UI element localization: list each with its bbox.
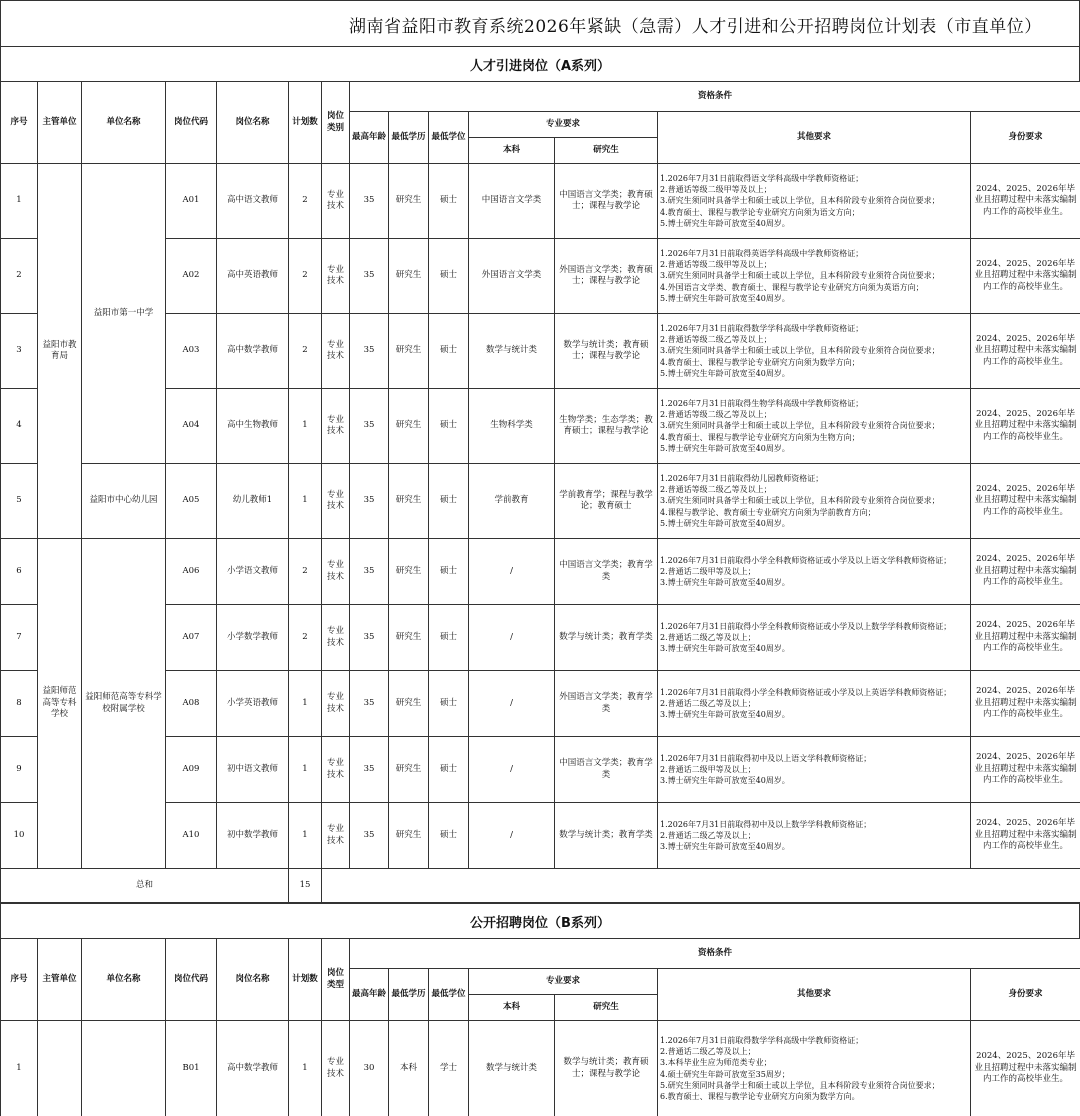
min-degree-cell: 学士 — [429, 1021, 469, 1116]
plan-cell: 2 — [289, 314, 322, 389]
header-unit: 单位名称 — [82, 939, 166, 1021]
max-age-cell: 35 — [350, 389, 389, 464]
requirement-line: 2.普通话二级乙等及以上； — [660, 1047, 756, 1057]
min-education-cell: 本科 — [389, 1021, 429, 1116]
total-empty-cell — [322, 869, 1080, 903]
header-grad: 研究生 — [555, 138, 658, 164]
unit-cell: 益阳市中心幼儿园 — [82, 464, 166, 539]
header-degree: 最低学位 — [429, 969, 469, 1021]
post-type-cell: 专业技术 — [322, 389, 350, 464]
seq-cell: 4 — [1, 389, 38, 464]
other-requirements-cell — [658, 464, 971, 539]
other-requirements-cell — [658, 803, 971, 869]
min-education-cell: 研究生 — [389, 464, 429, 539]
min-degree-cell: 硕士 — [429, 605, 469, 671]
identity-requirement-cell: 2024、2025、2026年毕业且招聘过程中未落实编制内工作的高校毕业生。 — [971, 737, 1080, 803]
post-type-cell: 专业技术 — [322, 164, 350, 239]
total-label: 总和 — [1, 869, 289, 903]
header-type: 岗位类型 — [322, 939, 350, 1021]
section-a-title: 人才引进岗位（A系列） — [0, 46, 1080, 81]
max-age-cell: 35 — [350, 164, 389, 239]
other-requirements-cell — [658, 539, 971, 605]
max-age-cell: 35 — [350, 314, 389, 389]
grad-major-cell: 中国语言文学类；教育学类 — [555, 737, 658, 803]
requirement-line: 4.教育硕士、课程与教学论专业研究方向须为语文方向； — [660, 207, 860, 217]
requirement-line: 3.博士研究生年龄可放宽至40周岁。 — [660, 842, 790, 852]
seq-cell: 1 — [1, 1021, 38, 1116]
requirement-line: 5.研究生须同时具备学士和硕士或以上学位，且本科阶段专业须符合岗位要求； — [660, 1080, 940, 1090]
identity-requirement-cell: 2024、2025、2026年毕业且招聘过程中未落实编制内工作的高校毕业生。 — [971, 389, 1080, 464]
requirement-line: 4.外国语言文学类、教育硕士、课程与教学论专业研究方向须为英语方向； — [660, 282, 924, 292]
seq-cell: 9 — [1, 737, 38, 803]
dept-cell: 益阳市教育局 — [38, 164, 82, 539]
post-code-cell: A04 — [166, 389, 217, 464]
grad-major-cell: 数学与统计类；教育学类 — [555, 803, 658, 869]
undergrad-major-cell: / — [469, 671, 555, 737]
grad-major-cell: 学前教育学；课程与教学论；教育硕士 — [555, 464, 658, 539]
undergrad-major-cell: / — [469, 737, 555, 803]
header-identity: 身份要求 — [971, 969, 1080, 1021]
header-code: 岗位代码 — [166, 939, 217, 1021]
identity-requirement-cell: 2024、2025、2026年毕业且招聘过程中未落实编制内工作的高校毕业生。 — [971, 464, 1080, 539]
other-requirements-cell — [658, 605, 971, 671]
max-age-cell: 35 — [350, 464, 389, 539]
section-b-body — [1, 939, 1080, 1116]
requirement-line: 4.课程与教学论、教育硕士专业研究方向须为学前教育方向； — [660, 507, 876, 517]
requirement-line: 2.普通话等级二级乙等及以上； — [660, 335, 772, 345]
undergrad-major-cell: 生物科学类 — [469, 389, 555, 464]
seq-cell: 8 — [1, 671, 38, 737]
post-code-cell: A05 — [166, 464, 217, 539]
max-age-cell: 35 — [350, 671, 389, 737]
identity-requirement-cell: 2024、2025、2026年毕业且招聘过程中未落实编制内工作的高校毕业生。 — [971, 803, 1080, 869]
max-age-cell: 35 — [350, 803, 389, 869]
requirement-line: 1.2026年7月31日前取得初中及以上语文学科教师资格证； — [660, 753, 872, 763]
header-seq: 序号 — [1, 82, 38, 164]
requirement-line: 5.博士研究生年龄可放宽至40周岁。 — [660, 518, 790, 528]
requirement-line: 2.普通话二级乙等及以上； — [660, 698, 756, 708]
header-row — [1, 939, 1080, 969]
post-name-cell: 高中语文教师 — [217, 164, 289, 239]
identity-requirement-cell: 2024、2025、2026年毕业且招聘过程中未落实编制内工作的高校毕业生。 — [971, 1021, 1080, 1116]
min-degree-cell: 硕士 — [429, 539, 469, 605]
requirement-line: 1.2026年7月31日前取得小学全科教师资格证或小学及以上数学学科教师资格证； — [660, 621, 952, 631]
seq-cell: 6 — [1, 539, 38, 605]
header-major: 专业要求 — [469, 969, 658, 995]
plan-cell: 1 — [289, 803, 322, 869]
unit-cell: 益阳市第一中学 — [82, 164, 166, 464]
other-requirements-cell — [658, 389, 971, 464]
post-type-cell: 专业技术 — [322, 539, 350, 605]
post-code-cell: A08 — [166, 671, 217, 737]
identity-requirement-cell: 2024、2025、2026年毕业且招聘过程中未落实编制内工作的高校毕业生。 — [971, 239, 1080, 314]
requirement-line: 3.研究生须同时具备学士和硕士或以上学位，且本科阶段专业须符合岗位要求； — [660, 196, 940, 206]
other-requirements-cell — [658, 1021, 971, 1116]
post-type-cell: 专业技术 — [322, 239, 350, 314]
post-code-cell: A03 — [166, 314, 217, 389]
section-b-table — [0, 938, 1080, 1116]
requirement-line: 1.2026年7月31日前取得语文学科高级中学教师资格证； — [660, 174, 864, 184]
requirement-line: 2.普通话等级二级乙等及以上； — [660, 485, 772, 495]
other-requirements-cell — [658, 737, 971, 803]
dept-cell — [38, 1021, 82, 1116]
header-dept: 主管单位 — [38, 939, 82, 1021]
grad-major-cell: 数学与统计类；教育硕士；课程与教学论 — [555, 1021, 658, 1116]
grad-major-cell: 数学与统计类；教育学类 — [555, 605, 658, 671]
grad-major-cell: 中国语言文学类；教育硕士；课程与教学论 — [555, 164, 658, 239]
requirement-line: 3.研究生须同时具备学士和硕士或以上学位，且本科阶段专业须符合岗位要求； — [660, 421, 940, 431]
requirement-line: 5.博士研究生年龄可放宽至40周岁。 — [660, 368, 790, 378]
header-undergrad: 本科 — [469, 138, 555, 164]
total-value: 15 — [289, 869, 322, 903]
undergrad-major-cell: 外国语言文学类 — [469, 239, 555, 314]
post-type-cell: 专业技术 — [322, 803, 350, 869]
requirement-line: 1.2026年7月31日前取得英语学科高级中学教师资格证； — [660, 249, 864, 259]
undergrad-major-cell: / — [469, 539, 555, 605]
post-name-cell: 小学英语教师 — [217, 671, 289, 737]
identity-requirement-cell: 2024、2025、2026年毕业且招聘过程中未落实编制内工作的高校毕业生。 — [971, 539, 1080, 605]
section-b-title: 公开招聘岗位（B系列） — [0, 903, 1080, 938]
requirement-line: 3.博士研究生年龄可放宽至40周岁。 — [660, 578, 790, 588]
plan-cell: 2 — [289, 164, 322, 239]
post-code-cell: A01 — [166, 164, 217, 239]
requirement-line: 3.博士研究生年龄可放宽至40周岁。 — [660, 710, 790, 720]
post-code-cell: A02 — [166, 239, 217, 314]
header-edu: 最低学历 — [389, 969, 429, 1021]
grad-major-cell: 中国语言文学类；教育学类 — [555, 539, 658, 605]
header-age: 最高年龄 — [350, 969, 389, 1021]
section-a-body — [1, 82, 1080, 903]
requirement-line: 2.普通话二级乙等及以上； — [660, 830, 756, 840]
requirement-line: 2.普通话二级甲等及以上； — [660, 566, 756, 576]
table-row — [1, 164, 1080, 239]
min-education-cell: 研究生 — [389, 164, 429, 239]
min-education-cell: 研究生 — [389, 803, 429, 869]
header-row — [1, 82, 1080, 112]
requirement-line: 3.博士研究生年龄可放宽至40周岁。 — [660, 776, 790, 786]
total-row — [1, 869, 1080, 903]
min-degree-cell: 硕士 — [429, 164, 469, 239]
requirement-line: 2.普通话等级二级甲等及以上； — [660, 185, 772, 195]
requirement-line: 4.教育硕士、课程与教学论专业研究方向须为数学方向； — [660, 357, 860, 367]
requirement-line: 2.普通话二级甲等及以上； — [660, 764, 756, 774]
min-education-cell: 研究生 — [389, 389, 429, 464]
post-code-cell: B01 — [166, 1021, 217, 1116]
section-a-table — [0, 81, 1080, 903]
header-code: 岗位代码 — [166, 82, 217, 164]
header-dept: 主管单位 — [38, 82, 82, 164]
max-age-cell: 35 — [350, 239, 389, 314]
requirement-line: 3.研究生须同时具备学士和硕士或以上学位，且本科阶段专业须符合岗位要求； — [660, 496, 940, 506]
plan-cell: 2 — [289, 605, 322, 671]
requirement-line: 5.博士研究生年龄可放宽至40周岁。 — [660, 443, 790, 453]
header-grad: 研究生 — [555, 995, 658, 1021]
plan-cell: 1 — [289, 464, 322, 539]
post-type-cell: 专业技术 — [322, 737, 350, 803]
plan-cell: 2 — [289, 539, 322, 605]
undergrad-major-cell: 数学与统计类 — [469, 314, 555, 389]
requirement-line: 5.博士研究生年龄可放宽至40周岁。 — [660, 218, 790, 228]
min-education-cell: 研究生 — [389, 539, 429, 605]
min-degree-cell: 硕士 — [429, 239, 469, 314]
header-qual: 资格条件 — [350, 82, 1080, 112]
min-degree-cell: 硕士 — [429, 464, 469, 539]
header-degree: 最低学位 — [429, 112, 469, 164]
identity-requirement-cell: 2024、2025、2026年毕业且招聘过程中未落实编制内工作的高校毕业生。 — [971, 314, 1080, 389]
dept-cell: 益阳师范高等专科学校 — [38, 539, 82, 869]
seq-cell: 3 — [1, 314, 38, 389]
post-name-cell: 初中语文教师 — [217, 737, 289, 803]
requirement-line: 5.博士研究生年龄可放宽至40周岁。 — [660, 293, 790, 303]
table-row — [1, 464, 1080, 539]
header-other: 其他要求 — [658, 969, 971, 1021]
grad-major-cell: 生物学类；生态学类；教育硕士；课程与教学论 — [555, 389, 658, 464]
seq-cell: 2 — [1, 239, 38, 314]
max-age-cell: 30 — [350, 1021, 389, 1116]
post-type-cell: 专业技术 — [322, 1021, 350, 1116]
min-education-cell: 研究生 — [389, 671, 429, 737]
header-type: 岗位类别 — [322, 82, 350, 164]
header-seq: 序号 — [1, 939, 38, 1021]
max-age-cell: 35 — [350, 605, 389, 671]
max-age-cell: 35 — [350, 539, 389, 605]
requirement-line: 4.硕士研究生年龄可放宽至35周岁； — [660, 1069, 790, 1079]
min-degree-cell: 硕士 — [429, 389, 469, 464]
requirement-line: 2.普通话等级二级甲等及以上； — [660, 260, 772, 270]
header-other: 其他要求 — [658, 112, 971, 164]
min-degree-cell: 硕士 — [429, 803, 469, 869]
requirement-line: 1.2026年7月31日前取得生物学科高级中学教师资格证； — [660, 399, 864, 409]
requirement-line: 1.2026年7月31日前取得幼儿园教师资格证； — [660, 474, 824, 484]
other-requirements-cell — [658, 671, 971, 737]
grad-major-cell: 外国语言文学类；教育学类 — [555, 671, 658, 737]
document-title-bar — [0, 0, 1080, 46]
requirement-line: 1.2026年7月31日前取得小学全科教师资格证或小学及以上语文学科教师资格证； — [660, 555, 952, 565]
min-education-cell: 研究生 — [389, 737, 429, 803]
requirement-line: 1.2026年7月31日前取得数学学科高级中学教师资格证； — [660, 1036, 864, 1046]
plan-cell: 1 — [289, 671, 322, 737]
post-type-cell: 专业技术 — [322, 671, 350, 737]
post-name-cell: 小学语文教师 — [217, 539, 289, 605]
min-education-cell: 研究生 — [389, 605, 429, 671]
post-code-cell: A10 — [166, 803, 217, 869]
requirement-line: 1.2026年7月31日前取得初中及以上数学学科教师资格证； — [660, 819, 872, 829]
post-type-cell: 专业技术 — [322, 314, 350, 389]
table-row — [1, 539, 1080, 605]
header-name: 岗位名称 — [217, 82, 289, 164]
min-education-cell: 研究生 — [389, 239, 429, 314]
requirement-line: 2.普通话二级乙等及以上； — [660, 632, 756, 642]
undergrad-major-cell: 中国语言文学类 — [469, 164, 555, 239]
plan-cell: 1 — [289, 1021, 322, 1116]
requirement-line: 6.教育硕士、课程与教学论专业研究方向须为数学方向。 — [660, 1091, 860, 1101]
requirement-line: 3.博士研究生年龄可放宽至40周岁。 — [660, 644, 790, 654]
grad-major-cell: 数学与统计类；教育硕士；课程与教学论 — [555, 314, 658, 389]
post-code-cell: A09 — [166, 737, 217, 803]
plan-cell: 1 — [289, 389, 322, 464]
header-identity: 身份要求 — [971, 112, 1080, 164]
header-edu: 最低学历 — [389, 112, 429, 164]
requirement-line: 1.2026年7月31日前取得小学全科教师资格证或小学及以上英语学科教师资格证； — [660, 687, 952, 697]
unit-cell — [82, 1021, 166, 1116]
other-requirements-cell — [658, 239, 971, 314]
post-name-cell: 高中英语教师 — [217, 239, 289, 314]
seq-cell: 7 — [1, 605, 38, 671]
post-type-cell: 专业技术 — [322, 605, 350, 671]
plan-cell: 2 — [289, 239, 322, 314]
undergrad-major-cell: 学前教育 — [469, 464, 555, 539]
identity-requirement-cell: 2024、2025、2026年毕业且招聘过程中未落实编制内工作的高校毕业生。 — [971, 605, 1080, 671]
header-name: 岗位名称 — [217, 939, 289, 1021]
min-degree-cell: 硕士 — [429, 671, 469, 737]
seq-cell: 1 — [1, 164, 38, 239]
min-degree-cell: 硕士 — [429, 737, 469, 803]
post-name-cell: 高中生物教师 — [217, 389, 289, 464]
header-undergrad: 本科 — [469, 995, 555, 1021]
seq-cell: 5 — [1, 464, 38, 539]
min-degree-cell: 硕士 — [429, 314, 469, 389]
other-requirements-cell — [658, 164, 971, 239]
min-education-cell: 研究生 — [389, 314, 429, 389]
undergrad-major-cell: 数学与统计类 — [469, 1021, 555, 1116]
header-age: 最高年龄 — [350, 112, 389, 164]
seq-cell: 10 — [1, 803, 38, 869]
post-type-cell: 专业技术 — [322, 464, 350, 539]
identity-requirement-cell: 2024、2025、2026年毕业且招聘过程中未落实编制内工作的高校毕业生。 — [971, 671, 1080, 737]
post-name-cell: 高中数学教师 — [217, 314, 289, 389]
post-name-cell: 初中数学教师 — [217, 803, 289, 869]
identity-requirement-cell: 2024、2025、2026年毕业且招聘过程中未落实编制内工作的高校毕业生。 — [971, 164, 1080, 239]
header-unit: 单位名称 — [82, 82, 166, 164]
undergrad-major-cell: / — [469, 803, 555, 869]
post-code-cell: A06 — [166, 539, 217, 605]
post-name-cell: 小学数学教师 — [217, 605, 289, 671]
requirement-line: 3.本科毕业生应为师范类专业； — [660, 1058, 772, 1068]
requirement-line: 2.普通话等级二级乙等及以上； — [660, 410, 772, 420]
header-major: 专业要求 — [469, 112, 658, 138]
undergrad-major-cell: / — [469, 605, 555, 671]
post-name-cell: 幼儿教师1 — [217, 464, 289, 539]
unit-cell: 益阳师范高等专科学校附属学校 — [82, 539, 166, 869]
requirement-line: 3.研究生须同时具备学士和硕士或以上学位，且本科阶段专业须符合岗位要求； — [660, 346, 940, 356]
grad-major-cell: 外国语言文学类；教育硕士；课程与教学论 — [555, 239, 658, 314]
max-age-cell: 35 — [350, 737, 389, 803]
requirement-line: 3.研究生须同时具备学士和硕士或以上学位，且本科阶段专业须符合岗位要求； — [660, 271, 940, 281]
header-plan: 计划数 — [289, 82, 322, 164]
header-qual: 资格条件 — [350, 939, 1080, 969]
post-name-cell: 高中数学教师 — [217, 1021, 289, 1116]
document-title: 湖南省益阳市教育系统2026年紧缺（急需）人才引进和公开招聘岗位计划表（市直单位） — [349, 17, 1042, 37]
other-requirements-cell — [658, 314, 971, 389]
plan-cell: 1 — [289, 737, 322, 803]
header-plan: 计划数 — [289, 939, 322, 1021]
table-row — [1, 1021, 1080, 1116]
requirement-line: 4.教育硕士、课程与教学论专业研究方向须为生物方向； — [660, 432, 860, 442]
post-code-cell: A07 — [166, 605, 217, 671]
requirement-line: 1.2026年7月31日前取得数学学科高级中学教师资格证； — [660, 324, 864, 334]
